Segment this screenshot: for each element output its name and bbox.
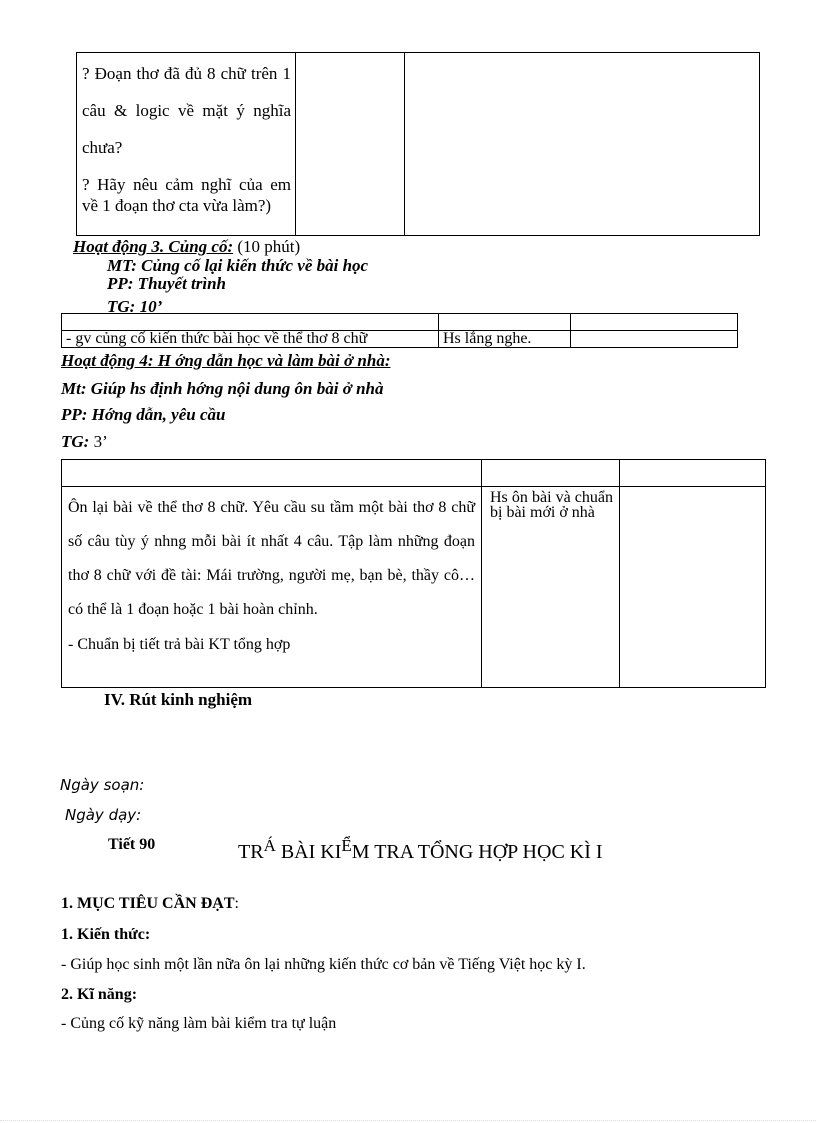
header-cell-2 (482, 460, 620, 487)
teacher-activity: - gv củng cố kiến thức bài học về thể thơ 8 chữ (62, 331, 439, 348)
empty-cell (571, 331, 738, 348)
page-edge (0, 1120, 816, 1121)
header-cell-2 (439, 314, 571, 331)
activity3-time: (10 phút) (237, 237, 301, 256)
activity4-pp: PP: Hớng dẫn, yêu cầu (61, 405, 226, 424)
student-activity: Hs lắng nghe. (439, 331, 571, 348)
activity3-heading (73, 238, 300, 256)
lesson-number: Tiết 90 (108, 836, 156, 853)
activity3-pp: PP: Thuyết trình (107, 274, 227, 293)
homework-instructions: Ôn lại bài về thể thơ 8 chữ. Yêu cầu su tầm một bài thơ 8 chữ số câu tùy ý nhng mỗi bài ít nhất 4 câu. Tập làm những đoạn thơ 8 chữ với đề tài: Mái trường, người mẹ, bạn bè, thầy cô… có thể là 1 đoạn hoặc 1 bài hoàn chỉnh. (68, 499, 475, 618)
objectives-title: 1. MỤC TIÊU CẦN ĐẠT (61, 895, 235, 912)
tg-label: TG: (61, 432, 90, 451)
title-sup-1: Á (263, 836, 276, 855)
question-cell (77, 53, 296, 236)
title-part-2: BÀI KI (275, 841, 342, 863)
ngay-day: Ngày dạy: (65, 806, 142, 824)
lesson-title (238, 836, 603, 865)
tg-value: 3’ (93, 432, 108, 451)
consolidation-table (61, 313, 738, 348)
activity4-tg (61, 433, 108, 451)
teacher-homework (62, 487, 482, 688)
question-1: ? Đoạn thơ đã đủ 8 chữ trên 1 câu & logic về mặt ý nghĩa chưa? (82, 64, 291, 157)
header-cell-1 (62, 314, 439, 331)
skills-text: - Củng cố kỹ năng làm bài kiểm tra tự luận (61, 1015, 337, 1032)
student-homework: Hs ôn bài và chuẩn bị bài mới ở nhà (482, 487, 620, 688)
notes-cell (405, 53, 760, 236)
ngay-soan: Ngày soạn: (60, 776, 145, 794)
activity3-mt: MT: Củng cố lại kiến thức về bài học (107, 256, 369, 275)
header-cell-1 (62, 460, 482, 487)
section-iv-heading: IV. Rút kinh nghiệm (104, 690, 253, 709)
activity3-title: Hoạt động 3. Củng cố: (73, 237, 234, 256)
activity3-tg: TG: 10’ (107, 297, 163, 316)
header-cell-3 (620, 460, 766, 487)
homework-prepare: - Chuẩn bị tiết trả bài KT tổng hợp (68, 636, 291, 653)
header-cell-3 (571, 314, 738, 331)
knowledge-heading: 1. Kiến thức: (61, 926, 151, 943)
title-part-1: TR (238, 841, 264, 863)
title-part-3: M TRA TỔNG HỢP HỌC KÌ I (351, 841, 603, 863)
empty-cell (620, 487, 766, 688)
activity4-title: Hoạt động 4: H ớng dẫn học và làm bài ở nhà: (61, 351, 391, 370)
objectives-heading (61, 894, 239, 914)
student-cell (296, 53, 405, 236)
homework-table (61, 459, 766, 688)
skills-heading: 2. Kĩ năng: (61, 986, 138, 1003)
objectives-colon: : (234, 895, 239, 912)
knowledge-text: - Giúp học sinh một lần nữa ôn lại những kiến thức cơ bản về Tiếng Việt học kỳ I. (61, 956, 586, 973)
question-2: ? Hãy nêu cảm nghĩ của em về 1 đoạn thơ cta vừa làm?) (82, 175, 291, 215)
title-sup-2: Ể (341, 836, 352, 855)
activity4-mt: Mt: Giúp hs định hớng nội dung ôn bài ở nhà (61, 379, 384, 398)
discussion-table (76, 52, 760, 236)
